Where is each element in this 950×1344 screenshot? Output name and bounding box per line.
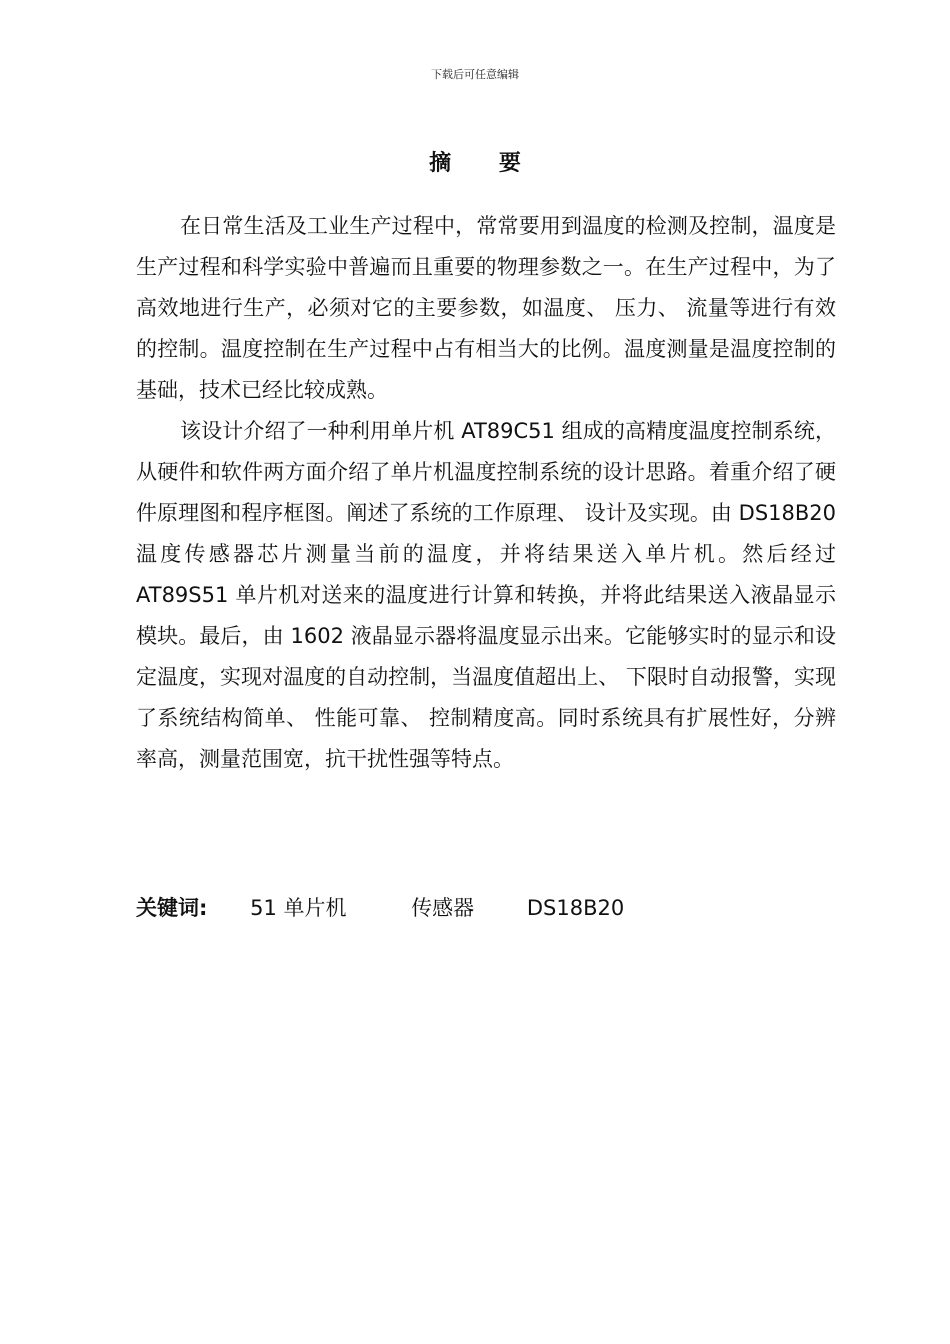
keyword-item: 传感器 [411, 896, 475, 920]
page-header: 下载后可任意编辑 [431, 68, 519, 81]
keyword-item: DS18B20 [526, 896, 625, 920]
abstract-paragraph-1: 在日常生活及工业生产过程中，常常要用到温度的检测及控制，温度是生产过程和科学实验中普遍而且重要的物理参数之一。在生产过程中，为了高效地进行生产，必须对它的主要参数，如温度、 压力、 流量等进行有效的控制。温度控制在生产过程中占有相当大的比例。温度测量是温度控制的基础，技术已经比较成熟。 [136, 214, 836, 402]
abstract-paragraph-2: 该设计介绍了一种利用单片机 AT89C51 组成的高精度温度控制系统，从硬件和软件两方面介绍了单片机温度控制系统的设计思路。着重介绍了硬件原理图和程序框图。阐述了系统的工作原理、 设计及实现。由 DS18B20 温度传感器芯片测量当前的温度，并将结果送入单片机。然后经过 AT89S51 单片机对送来的温度进行计算和转换，并将此结果送入液晶显示模块。最后，由 1602 液晶显示器将温度显示出来。它能够实时的显示和设定温度，实现对温度的自动控制，当温度值超出上、 下限时自动报警，实现了系统结构简单、 性能可靠、 控制精度高。同时系统具有扩展性好，分辨率高，测量范围宽，抗干扰性强等特点。 [136, 419, 836, 771]
keywords-line [136, 892, 836, 924]
abstract-title: 摘 要 [429, 151, 541, 176]
keyword-item: 51 单片机 [250, 896, 347, 920]
abstract-body [136, 206, 836, 780]
keywords-label: 关键词: [136, 896, 208, 920]
